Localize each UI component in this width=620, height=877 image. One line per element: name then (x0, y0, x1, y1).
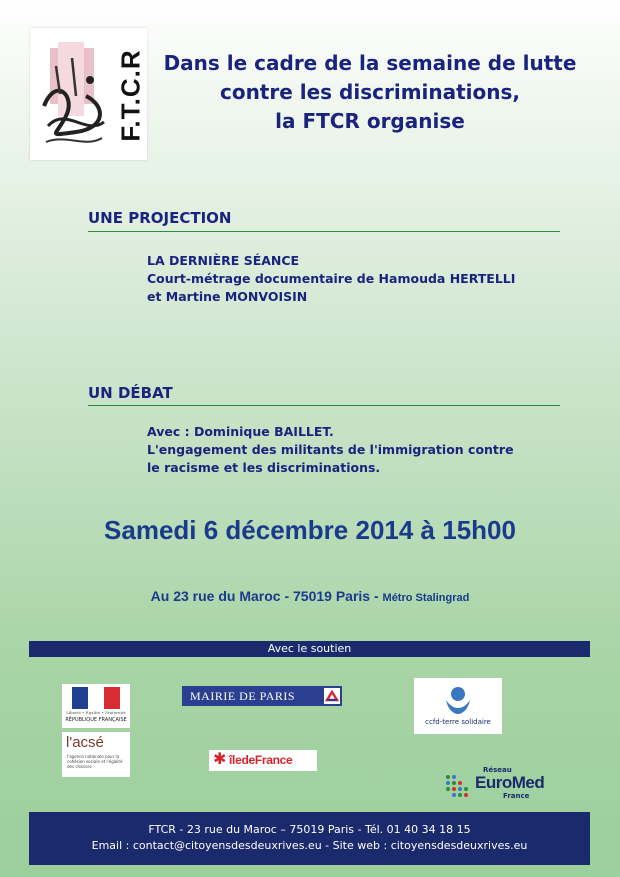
headline-line-1: Dans le cadre de la semaine de lutte (163, 51, 577, 75)
ccfd-logo (414, 678, 502, 734)
debat-title: UN DÉBAT (88, 384, 173, 402)
footer (29, 812, 590, 865)
debat-line-2: L'engagement des militants de l'immigration contre (147, 442, 514, 457)
projection-line-1: LA DERNIÈRE SÉANCE (147, 253, 300, 268)
french-flag-icon (72, 687, 120, 709)
acse-desc: l'agence nationale pour la cohésion sociale et l'égalité des chances (67, 754, 123, 769)
paris-ship-icon (324, 688, 340, 704)
acse-word: l'acsé (66, 734, 104, 751)
mairie-de-paris-logo (182, 686, 342, 706)
rf-name: RÉPUBLIQUE FRANÇAISE (65, 717, 127, 723)
ccfd-label: ccfd-terre solidaire (425, 718, 491, 726)
projection-divider (88, 231, 560, 232)
headline-line-2: contre les discriminations, (219, 80, 521, 104)
ccfd-hands-icon (444, 684, 472, 716)
ile-de-france-logo (209, 750, 317, 771)
event-metro: Métro Stalingrad (382, 592, 470, 604)
euromed-logo (445, 766, 545, 802)
debat-line-3: le racisme et les discriminations. (147, 460, 381, 475)
projection-title: UNE PROJECTION (88, 209, 232, 227)
debat-line-1: Avec : Dominique BAILLET. (147, 424, 334, 439)
footer-line-1: FTCR - 23 rue du Maroc – 75019 Paris - Tél. 01 40 34 18 15 (148, 823, 471, 836)
support-bar: Avec le soutien (29, 641, 590, 657)
logo-letters (115, 34, 146, 156)
acse-logo (62, 732, 130, 777)
footer-line-2: Email : contact@citoyensdesdeuxrives.eu - Site web : citoyensdesdeuxrives.eu (91, 839, 528, 852)
projection-line-3: et Martine MONVOISIN (147, 289, 308, 304)
idf-text: îledeFrance (229, 753, 293, 767)
headline-line-3: la FTCR organise (275, 109, 465, 133)
event-address-line (0, 588, 620, 604)
mairie-text: MAIRIE DE PARIS (190, 689, 296, 703)
rf-motto: Liberté • Égalité • Fraternité (66, 710, 126, 715)
ftcr-logo (30, 28, 147, 160)
idf-star-icon: ✱ (213, 751, 227, 768)
calligraphy-logo-art (36, 36, 112, 154)
debat-divider (88, 405, 560, 406)
euromed-top: Réseau (483, 766, 512, 774)
euromed-main: EuroMed (475, 773, 545, 792)
event-address: Au 23 rue du Maroc - 75019 Paris - (150, 588, 383, 604)
projection-line-2: Court-métrage documentaire de Hamouda HERTELLI (147, 271, 516, 286)
logo-letters-text: F.T.C.R (115, 48, 146, 142)
euromed-dots-icon (445, 774, 473, 798)
event-date: Samedi 6 décembre 2014 à 15h00 (104, 515, 516, 545)
euromed-sub: France (503, 792, 530, 800)
republique-francaise-logo (62, 684, 130, 728)
